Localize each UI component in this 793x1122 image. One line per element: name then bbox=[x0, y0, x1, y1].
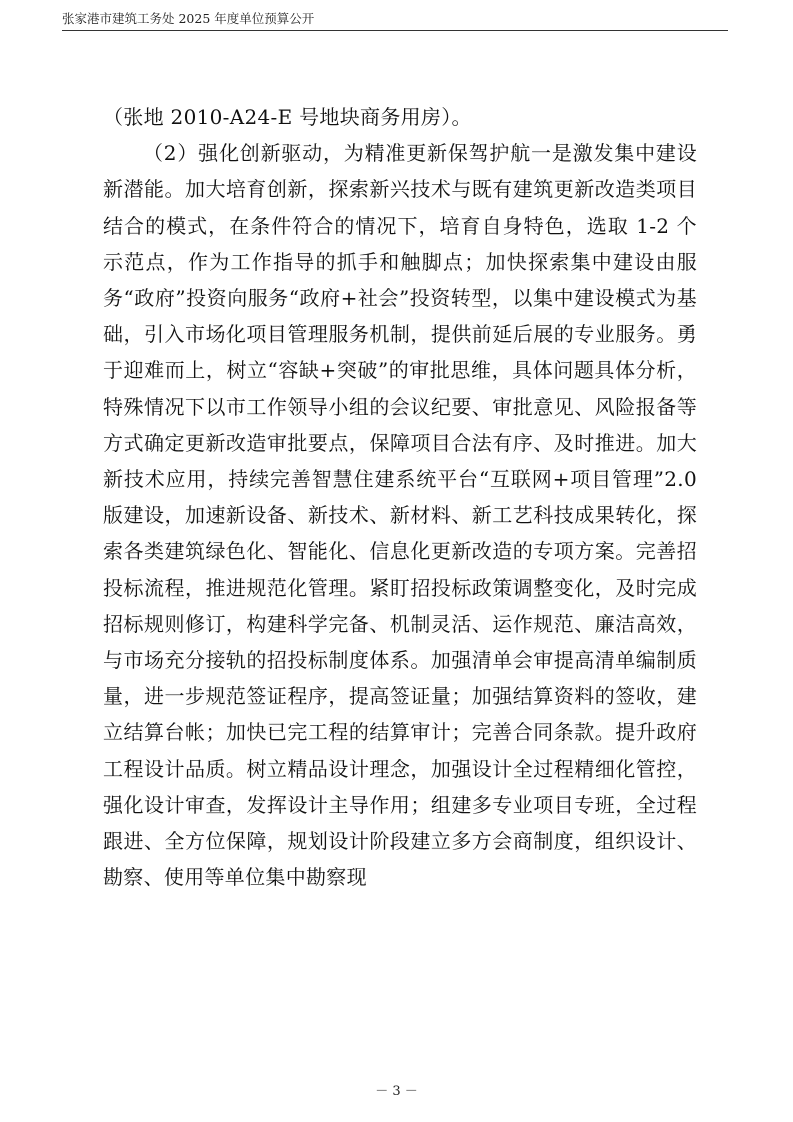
paragraph-continuation: （张地 2010-A24-E 号地块商务用房）。 bbox=[103, 105, 472, 129]
paragraph-innovation-drive: （2）强化创新驱动，为精准更新保驾护航一是激发集中建设新潜能。加大培育创新，探索新兴技术与既有建筑更新改造类项目结合的模式，在条件符合的情况下，培育自身特色，选取 1-2 个示范点，作为工作指导的抓手和触脚点；加快探索集中建设由服务“政府”投资向服务“政府+社会”投资转型，以集中建设模式为基础，引入市场化项目管理服务机制，提供前延后展的专业服务。勇于迎难而上，树立“容缺+突破”的审批思维，具体问题具体分析，特殊情况下以市工作领导小组的会议纪要、审批意见、风险报备等方式确定更新改造审批要点，保障项目合法有序、及时推进。加大新技术应用，持续完善智慧住建系统平台“互联网+项目管理”2.0 版建设，加速新设备、新技术、新材料、新工艺科技成果转化，探索各类建筑绿色化、智能化、信息化更新改造的专项方案。完善招投标流程，推进规范化管理。紧盯招投标政策调整变化，及时完成招标规则修订，构建科学完备、机制灵活、运作规范、廉洁高效，与市场充分接轨的招投标制度体系。加强清单会审提高清单编制质量，进一步规范签证程序，提高签证量；加强结算资料的签收，建立结算台帐；加快已完工程的结算审计；完善合同条款。提升政府工程设计品质。树立精品设计理念，加强设计全过程精细化管控，强化设计审查，发挥设计主导作用；组建多专业项目专班，全过程跟进、全方位保障，规划设计阶段建立多方会商制度，组织设计、勘察、使用等单位集中勘察现 bbox=[103, 141, 697, 890]
page-number: － 3 － bbox=[375, 1084, 418, 1099]
header-divider bbox=[62, 30, 728, 31]
running-header: 张家港市建筑工务处 2025 年度单位预算公开 bbox=[62, 11, 315, 26]
document-body bbox=[103, 99, 697, 895]
